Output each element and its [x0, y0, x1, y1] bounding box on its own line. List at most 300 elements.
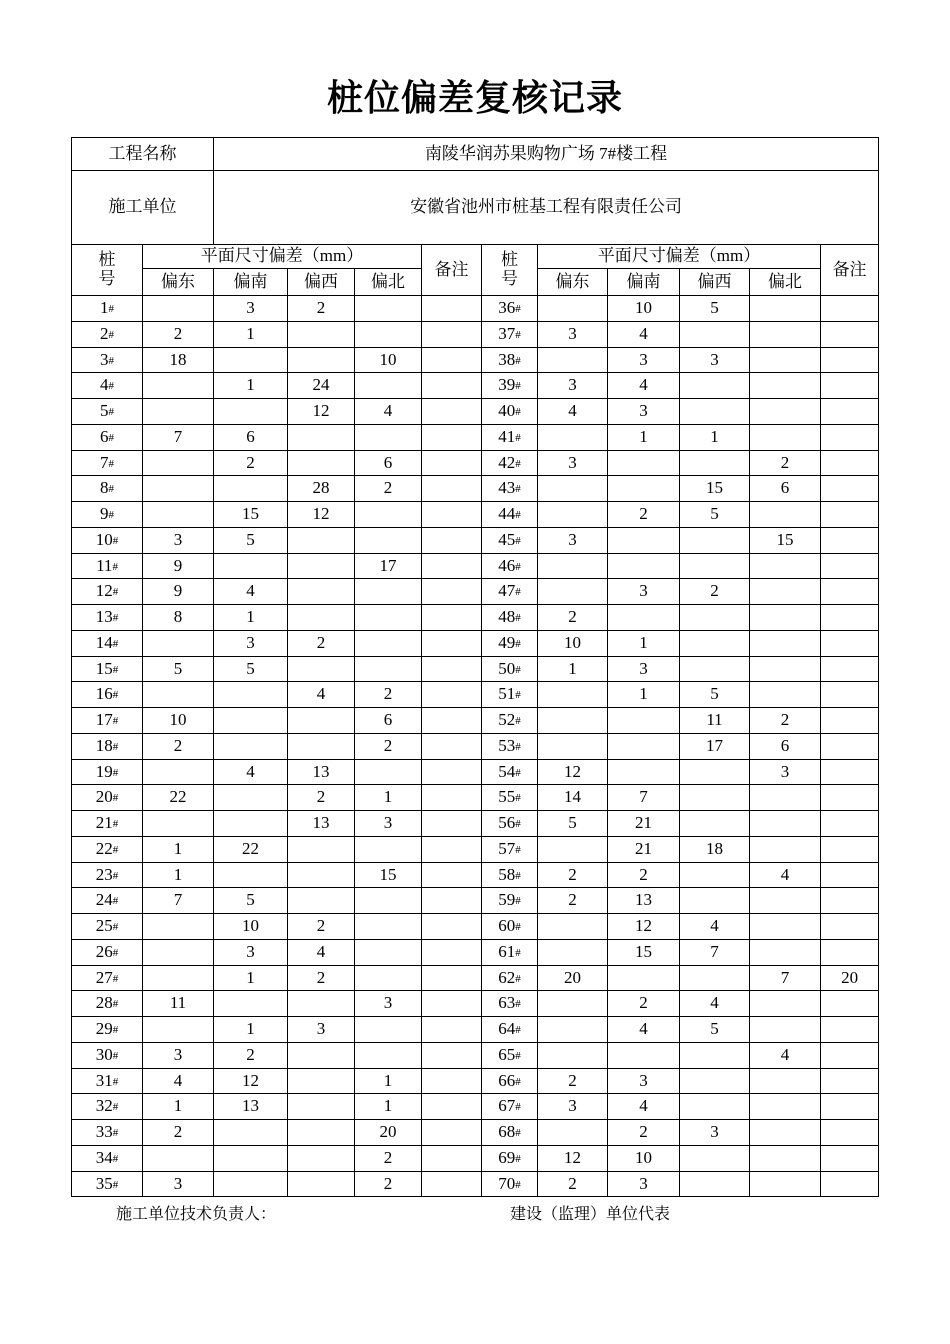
pile-number: 17#: [72, 708, 143, 734]
pile-number: 53#: [482, 733, 538, 759]
east-value: [143, 811, 214, 837]
remark-value: [422, 939, 482, 965]
pile-number: 68#: [482, 1120, 538, 1146]
pile-number: 51#: [482, 682, 538, 708]
west-value: 17: [680, 733, 750, 759]
remark-value: [422, 373, 482, 399]
south-value: 21: [608, 811, 680, 837]
west-value: [680, 1145, 750, 1171]
pile-number: 19#: [72, 759, 143, 785]
south-value: 1: [608, 630, 680, 656]
north-value: 4: [750, 1042, 821, 1068]
south-value: 12: [214, 1068, 288, 1094]
east-value: [538, 1017, 608, 1043]
pile-number: 30#: [72, 1042, 143, 1068]
west-value: 4: [680, 991, 750, 1017]
east-value: 5: [538, 811, 608, 837]
remark-value: [821, 708, 879, 734]
pile-number: 3#: [72, 347, 143, 373]
remark-value: [821, 373, 879, 399]
pile-number: 5#: [72, 399, 143, 425]
table-row: [72, 399, 879, 425]
west-value: [680, 321, 750, 347]
remark-value: [422, 605, 482, 631]
table-row: [72, 579, 879, 605]
west-value: 5: [680, 502, 750, 528]
east-value: [143, 1145, 214, 1171]
north-value: [750, 579, 821, 605]
north-value: 2: [355, 733, 422, 759]
remark-value: [422, 347, 482, 373]
east-value: 3: [538, 321, 608, 347]
east-value: 20: [538, 965, 608, 991]
north-value: [750, 811, 821, 837]
west-value: [680, 553, 750, 579]
south-value: 12: [608, 914, 680, 940]
remark-value: [821, 347, 879, 373]
south-value: [608, 708, 680, 734]
pile-number: 64#: [482, 1017, 538, 1043]
north-value: [355, 1042, 422, 1068]
north-value: [750, 1171, 821, 1197]
remark-value: [821, 939, 879, 965]
west-value: [288, 424, 355, 450]
north-value: [750, 888, 821, 914]
pile-deviation-table: [71, 137, 879, 1197]
footer-tech-lead: 施工单位技术负责人：: [116, 1206, 277, 1223]
east-value: [143, 914, 214, 940]
pile-number: 26#: [72, 939, 143, 965]
east-value: 12: [538, 1145, 608, 1171]
pile-number: 60#: [482, 914, 538, 940]
pile-number: 61#: [482, 939, 538, 965]
east-value: [538, 836, 608, 862]
page-title: 桩位偏差复核记录: [326, 78, 623, 119]
south-value: 4: [214, 759, 288, 785]
pile-number: 25#: [72, 914, 143, 940]
south-value: 3: [608, 1068, 680, 1094]
west-value: 5: [680, 1017, 750, 1043]
remark-value: [821, 321, 879, 347]
pile-number: 14#: [72, 630, 143, 656]
east-value: 3: [538, 1094, 608, 1120]
table-row: [72, 450, 879, 476]
north-value: [750, 785, 821, 811]
west-value: 28: [288, 476, 355, 502]
east-value: [143, 476, 214, 502]
remark-value: [422, 656, 482, 682]
south-value: 2: [608, 862, 680, 888]
west-value: 18: [680, 836, 750, 862]
south-value: 3: [608, 579, 680, 605]
west-value: [680, 862, 750, 888]
east-value: [143, 939, 214, 965]
north-value: 6: [750, 733, 821, 759]
north-value: [355, 296, 422, 322]
east-header: 偏东: [538, 269, 608, 296]
north-value: 2: [355, 682, 422, 708]
east-value: [538, 1042, 608, 1068]
remark-value: [422, 476, 482, 502]
west-value: [680, 785, 750, 811]
pile-no-header: 桩 号: [482, 245, 538, 296]
west-value: 11: [680, 708, 750, 734]
east-value: [538, 553, 608, 579]
pile-number: 65#: [482, 1042, 538, 1068]
west-value: [288, 836, 355, 862]
south-value: 3: [214, 296, 288, 322]
table-row: [72, 605, 879, 631]
south-value: [214, 1120, 288, 1146]
pile-number: 24#: [72, 888, 143, 914]
west-value: 4: [288, 682, 355, 708]
south-value: 4: [608, 321, 680, 347]
remark-value: [821, 914, 879, 940]
west-value: 24: [288, 373, 355, 399]
south-value: 1: [214, 1017, 288, 1043]
table-row: [72, 656, 879, 682]
west-value: [288, 1171, 355, 1197]
north-value: 6: [355, 450, 422, 476]
remark-value: [422, 888, 482, 914]
remark-value: [422, 991, 482, 1017]
east-value: 9: [143, 553, 214, 579]
south-value: [214, 1171, 288, 1197]
remark-value: [422, 399, 482, 425]
remark-value: [422, 708, 482, 734]
west-value: [680, 656, 750, 682]
remark-value: [422, 1017, 482, 1043]
pile-number: 29#: [72, 1017, 143, 1043]
pile-no-header: 桩 号: [72, 245, 143, 296]
pile-number: 40#: [482, 399, 538, 425]
north-value: 7: [750, 965, 821, 991]
north-value: 3: [355, 991, 422, 1017]
north-value: [355, 656, 422, 682]
pile-number: 50#: [482, 656, 538, 682]
remark-value: [422, 811, 482, 837]
construction-unit-label: 施工单位: [72, 171, 214, 245]
south-value: [214, 399, 288, 425]
pile-number: 2#: [72, 321, 143, 347]
table-row: [72, 811, 879, 837]
west-value: [288, 1094, 355, 1120]
pile-number: 34#: [72, 1145, 143, 1171]
pile-number: 23#: [72, 862, 143, 888]
pile-number: 38#: [482, 347, 538, 373]
pile-number: 44#: [482, 502, 538, 528]
east-value: [538, 347, 608, 373]
west-value: 2: [288, 296, 355, 322]
east-value: 18: [143, 347, 214, 373]
table-row: [72, 630, 879, 656]
west-value: 2: [680, 579, 750, 605]
pile-number: 63#: [482, 991, 538, 1017]
north-value: 2: [750, 708, 821, 734]
pile-number: 45#: [482, 527, 538, 553]
south-value: 10: [608, 296, 680, 322]
pile-number: 33#: [72, 1120, 143, 1146]
remark-value: [821, 1068, 879, 1094]
south-value: [214, 708, 288, 734]
south-value: [608, 553, 680, 579]
north-value: 17: [355, 553, 422, 579]
remark-value: [422, 1120, 482, 1146]
south-value: [608, 965, 680, 991]
pile-number: 67#: [482, 1094, 538, 1120]
east-value: 8: [143, 605, 214, 631]
south-value: 5: [214, 888, 288, 914]
table-row: [72, 1068, 879, 1094]
south-value: 3: [608, 1171, 680, 1197]
west-value: [288, 579, 355, 605]
remark-value: [422, 1145, 482, 1171]
east-value: 7: [143, 424, 214, 450]
east-value: 3: [538, 373, 608, 399]
west-value: [288, 347, 355, 373]
pile-number: 55#: [482, 785, 538, 811]
south-value: 15: [608, 939, 680, 965]
west-value: [680, 527, 750, 553]
west-value: [288, 450, 355, 476]
table-row: [72, 708, 879, 734]
north-value: [750, 1094, 821, 1120]
north-value: [750, 321, 821, 347]
south-value: 3: [608, 347, 680, 373]
remark-value: [821, 888, 879, 914]
west-value: [680, 605, 750, 631]
south-value: 2: [608, 1120, 680, 1146]
south-value: [214, 811, 288, 837]
south-value: 1: [214, 605, 288, 631]
remark-value: 20: [821, 965, 879, 991]
remark-value: [422, 502, 482, 528]
remark-value: [422, 759, 482, 785]
north-value: [750, 1017, 821, 1043]
west-value: [680, 630, 750, 656]
pile-number: 43#: [482, 476, 538, 502]
footer-supervisor: 建设（监理）单位代表: [510, 1206, 671, 1223]
north-value: [750, 682, 821, 708]
pile-number: 46#: [482, 553, 538, 579]
south-value: [608, 527, 680, 553]
east-value: 3: [143, 1171, 214, 1197]
north-value: 3: [750, 759, 821, 785]
west-value: [680, 759, 750, 785]
west-value: [288, 1042, 355, 1068]
east-value: [538, 502, 608, 528]
west-value: 2: [288, 785, 355, 811]
east-value: 3: [538, 527, 608, 553]
east-value: [538, 682, 608, 708]
deviation-header: 平面尺寸偏差（mm）: [143, 245, 422, 269]
north-value: [750, 1145, 821, 1171]
north-value: 1: [355, 1068, 422, 1094]
north-value: [355, 630, 422, 656]
east-value: [538, 991, 608, 1017]
north-value: [750, 836, 821, 862]
east-value: 4: [143, 1068, 214, 1094]
west-value: [288, 888, 355, 914]
north-value: 15: [355, 862, 422, 888]
north-value: [750, 373, 821, 399]
north-value: [750, 1120, 821, 1146]
remark-value: [422, 836, 482, 862]
south-value: 6: [214, 424, 288, 450]
east-value: 10: [538, 630, 608, 656]
project-name-value: 南陵华润苏果购物广场 7#楼工程: [214, 138, 879, 171]
west-header: 偏西: [680, 269, 750, 296]
remark-value: [821, 527, 879, 553]
table-row: [72, 862, 879, 888]
pile-number: 10#: [72, 527, 143, 553]
pile-number: 56#: [482, 811, 538, 837]
east-value: [538, 476, 608, 502]
west-value: [680, 450, 750, 476]
north-value: [355, 527, 422, 553]
north-value: 3: [355, 811, 422, 837]
south-value: 3: [608, 656, 680, 682]
remark-value: [821, 811, 879, 837]
west-value: [288, 553, 355, 579]
remark-value: [821, 1094, 879, 1120]
south-value: 3: [214, 630, 288, 656]
table-row: [72, 939, 879, 965]
west-value: 5: [680, 296, 750, 322]
north-value: [355, 424, 422, 450]
east-value: [143, 682, 214, 708]
south-value: [608, 476, 680, 502]
west-value: 7: [680, 939, 750, 965]
north-value: [355, 836, 422, 862]
east-value: 2: [538, 888, 608, 914]
north-value: [750, 914, 821, 940]
south-header: 偏南: [608, 269, 680, 296]
pile-number: 21#: [72, 811, 143, 837]
pile-number: 54#: [482, 759, 538, 785]
north-value: [750, 605, 821, 631]
remark-value: [821, 1017, 879, 1043]
east-value: 11: [143, 991, 214, 1017]
west-value: [288, 1068, 355, 1094]
west-value: [680, 1042, 750, 1068]
north-value: 2: [355, 476, 422, 502]
west-value: [680, 811, 750, 837]
west-value: 4: [680, 914, 750, 940]
table-row: [72, 733, 879, 759]
south-value: 1: [214, 373, 288, 399]
north-value: [355, 579, 422, 605]
east-value: [143, 965, 214, 991]
west-value: 12: [288, 502, 355, 528]
east-value: [143, 373, 214, 399]
south-value: 1: [608, 424, 680, 450]
north-value: [355, 605, 422, 631]
pile-number: 69#: [482, 1145, 538, 1171]
remark-value: [422, 914, 482, 940]
west-value: [288, 708, 355, 734]
table-row: [72, 1017, 879, 1043]
west-value: 2: [288, 914, 355, 940]
table-row: [72, 296, 879, 322]
west-value: [680, 888, 750, 914]
north-value: [355, 1017, 422, 1043]
east-value: 12: [538, 759, 608, 785]
west-value: 3: [680, 347, 750, 373]
table-row: [72, 321, 879, 347]
east-value: 1: [538, 656, 608, 682]
pile-number: 62#: [482, 965, 538, 991]
west-value: 2: [288, 630, 355, 656]
south-value: 2: [608, 502, 680, 528]
remark-value: [821, 991, 879, 1017]
construction-unit-value: 安徽省池州市桩基工程有限责任公司: [214, 171, 879, 245]
north-value: [750, 656, 821, 682]
table-row: [72, 759, 879, 785]
remark-value: [821, 450, 879, 476]
remark-value: [422, 527, 482, 553]
south-value: [214, 1145, 288, 1171]
pile-number: 35#: [72, 1171, 143, 1197]
north-value: 1: [355, 1094, 422, 1120]
east-value: [143, 759, 214, 785]
north-value: 6: [355, 708, 422, 734]
remark-value: [821, 656, 879, 682]
remark-value: [422, 553, 482, 579]
east-value: 10: [143, 708, 214, 734]
south-value: 4: [608, 373, 680, 399]
south-value: [608, 450, 680, 476]
table-row: [72, 502, 879, 528]
east-value: 2: [143, 733, 214, 759]
table-row: [72, 888, 879, 914]
pile-number: 12#: [72, 579, 143, 605]
west-value: [288, 1120, 355, 1146]
pile-number: 66#: [482, 1068, 538, 1094]
deviation-header: 平面尺寸偏差（mm）: [538, 245, 821, 269]
north-value: [750, 296, 821, 322]
north-value: [750, 939, 821, 965]
pile-number: 37#: [482, 321, 538, 347]
pile-number: 36#: [482, 296, 538, 322]
south-value: [214, 476, 288, 502]
north-value: [750, 347, 821, 373]
pile-number: 22#: [72, 836, 143, 862]
north-value: [750, 553, 821, 579]
table-row: [72, 553, 879, 579]
west-value: [680, 965, 750, 991]
pile-number: 9#: [72, 502, 143, 528]
remark-value: [422, 450, 482, 476]
pile-number: 39#: [482, 373, 538, 399]
table-row: [72, 1171, 879, 1197]
south-value: [608, 605, 680, 631]
east-value: 9: [143, 579, 214, 605]
south-value: 10: [214, 914, 288, 940]
table-row: [72, 476, 879, 502]
remark-value: [821, 502, 879, 528]
remark-value: [821, 630, 879, 656]
west-value: 2: [288, 965, 355, 991]
east-value: 2: [538, 605, 608, 631]
east-value: [143, 399, 214, 425]
remark-value: [422, 1042, 482, 1068]
south-value: [214, 733, 288, 759]
north-value: [750, 991, 821, 1017]
pile-number: 7#: [72, 450, 143, 476]
south-value: 1: [214, 321, 288, 347]
west-value: [288, 527, 355, 553]
